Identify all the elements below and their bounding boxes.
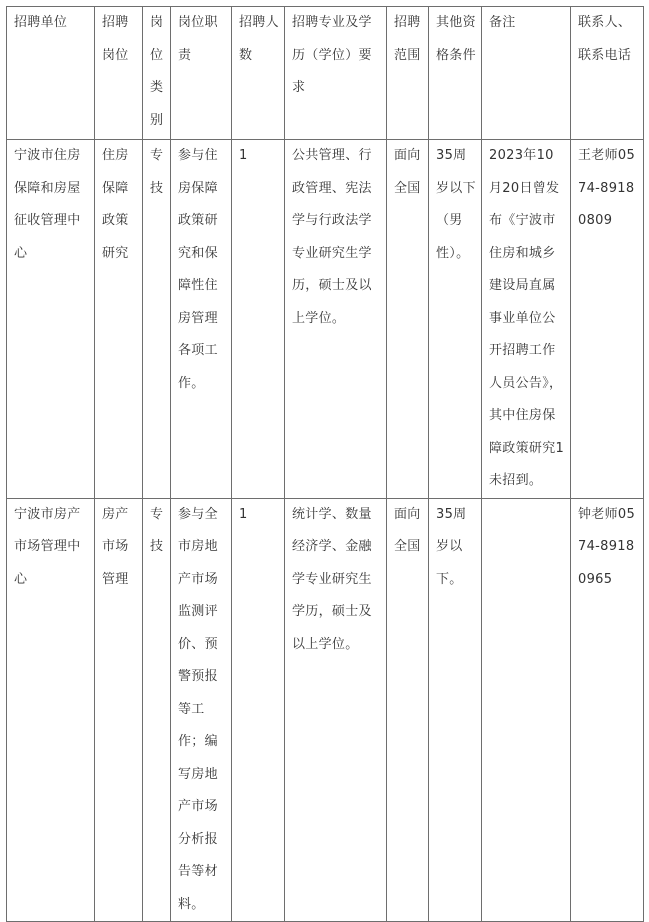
table-cell: 35周岁以下。 <box>429 498 482 922</box>
table-cell: 宁波市住房保障和房屋征收管理中心 <box>7 140 95 499</box>
table-cell: 1 <box>232 140 285 499</box>
header-cell: 招聘专业及学历（学位）要求 <box>285 7 387 140</box>
table-cell <box>482 498 571 922</box>
table-cell: 钟老师0574-89180965 <box>571 498 644 922</box>
header-cell: 岗位职责 <box>171 7 232 140</box>
header-cell: 岗位类别 <box>143 7 171 140</box>
table-cell: 专技 <box>143 498 171 922</box>
table-cell: 专技 <box>143 140 171 499</box>
table-cell: 公共管理、行政管理、宪法学与行政法学专业研究生学历，硕士及以上学位。 <box>285 140 387 499</box>
header-cell: 招聘岗位 <box>95 7 143 140</box>
recruitment-table <box>6 6 644 922</box>
table-cell: 面向全国 <box>387 498 429 922</box>
table-cell: 1 <box>232 498 285 922</box>
table-cell: 王老师0574-89180809 <box>571 140 644 499</box>
header-cell: 招聘单位 <box>7 7 95 140</box>
header-cell: 其他资格条件 <box>429 7 482 140</box>
table-cell: 35周岁以下（男性）。 <box>429 140 482 499</box>
table-cell: 面向全国 <box>387 140 429 499</box>
header-cell: 招聘人数 <box>232 7 285 140</box>
table-cell: 住房保障政策研究 <box>95 140 143 499</box>
table-cell: 宁波市房产市场管理中心 <box>7 498 95 922</box>
table-header-row <box>7 7 644 140</box>
table-cell: 2023年10月20日曾发布《宁波市住房和城乡建设局直属事业单位公开招聘工作人员公告》，其中住房保障政策研究1未招到。 <box>482 140 571 499</box>
table-cell: 统计学、数量经济学、金融学专业研究生学历，硕士及以上学位。 <box>285 498 387 922</box>
header-cell: 招聘范围 <box>387 7 429 140</box>
header-cell: 备注 <box>482 7 571 140</box>
table-cell: 房产市场管理 <box>95 498 143 922</box>
table-row <box>7 498 644 922</box>
table-row <box>7 140 644 499</box>
table-cell: 参与全市房地产市场监测评价、预警预报等工作；编写房地产市场分析报告等材料。 <box>171 498 232 922</box>
header-cell: 联系人、联系电话 <box>571 7 644 140</box>
table-cell: 参与住房保障政策研究和保障性住房管理各项工作。 <box>171 140 232 499</box>
